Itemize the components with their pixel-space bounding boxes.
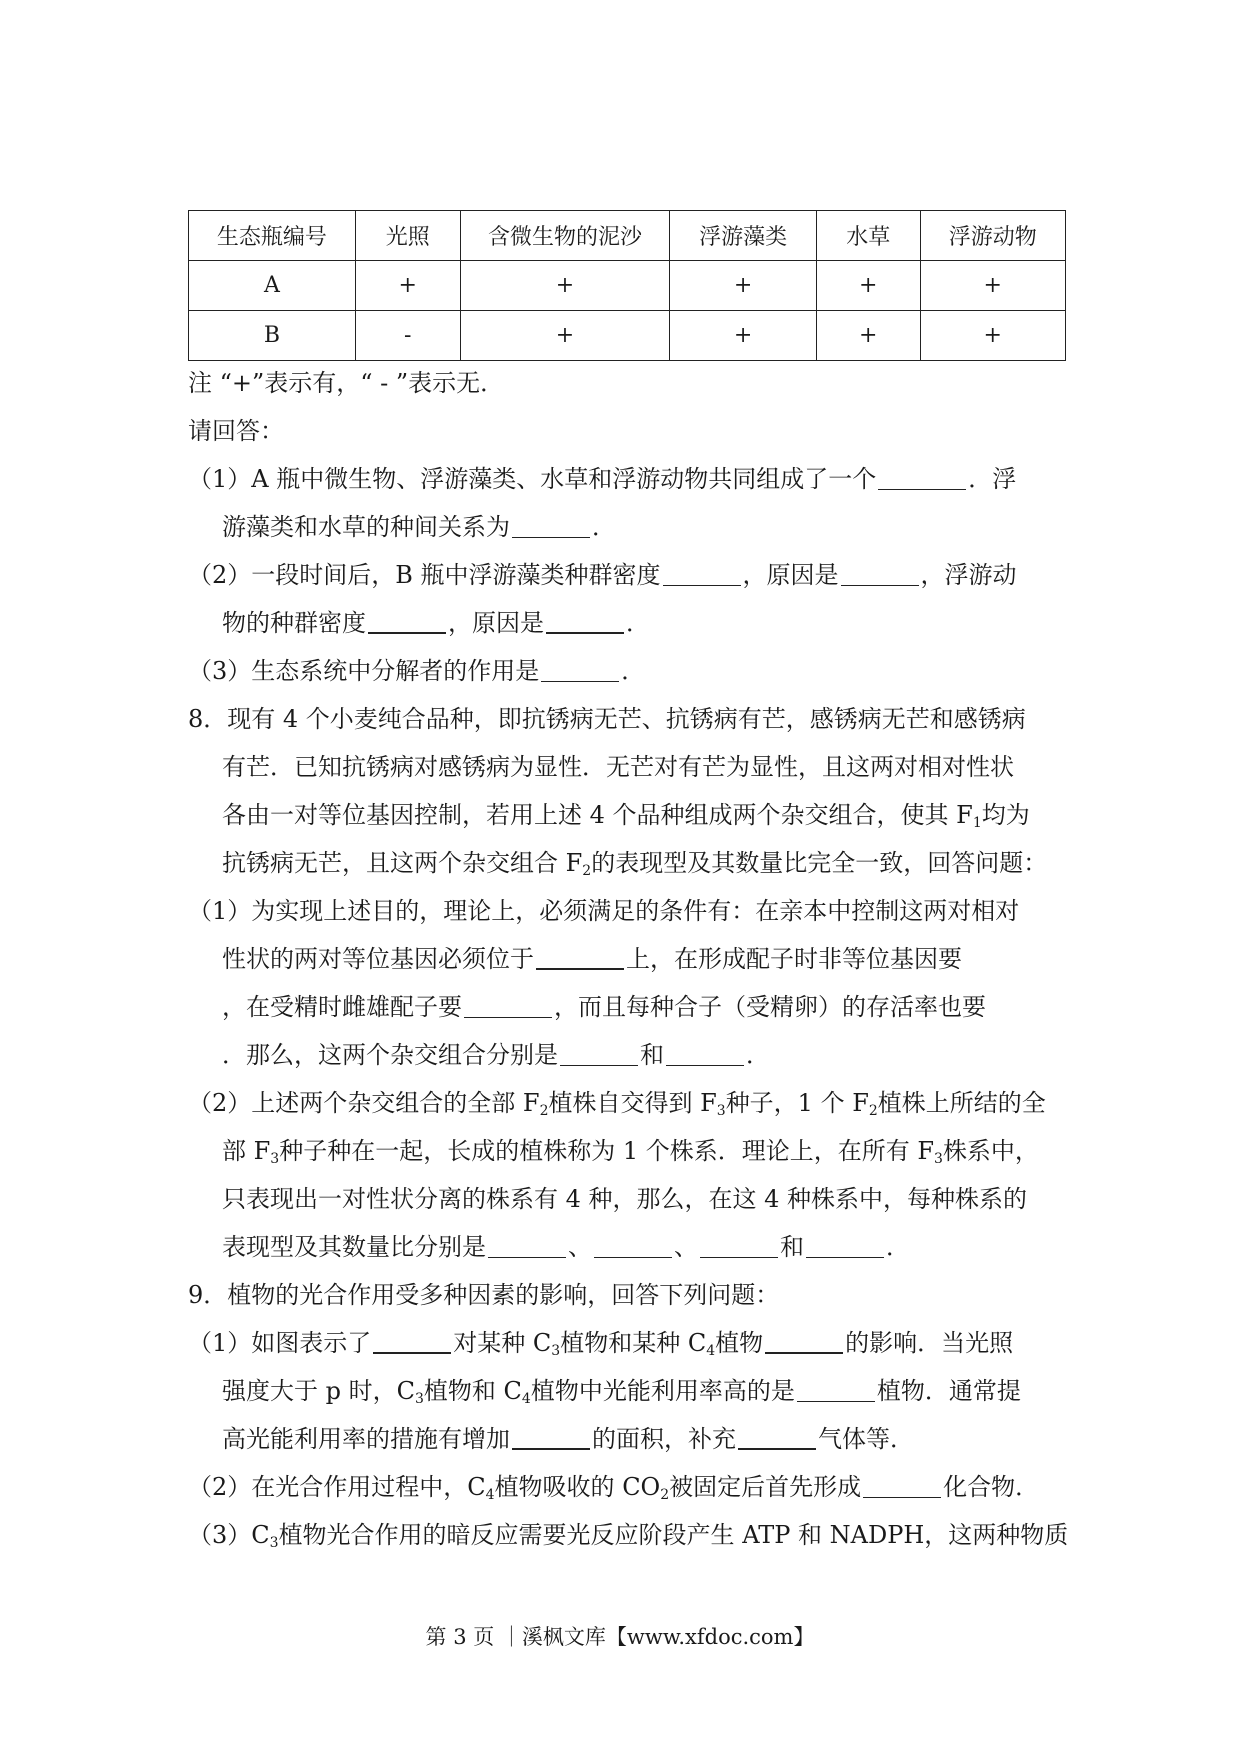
q7-part1-line2: 游藻类和水草的种间关系为 ． <box>222 513 616 541</box>
q7-part2-line2: 物的种群密度 ，原因是 ． <box>222 609 650 637</box>
q9-part3: $(3)C_3$植物光合作用的暗反应需要光反应阶段产生 ATP 和 NADPH，这两种物质 <box>188 1521 1069 1551</box>
table-cell: + <box>355 261 460 311</box>
answer-blank[interactable] <box>488 1233 566 1258</box>
table-cell: + <box>460 261 670 311</box>
q9-part1-line2: 强度大于 p 时，$C_3$植物和 $C_4$植物中光能利用率高的是 植物．通常提 <box>222 1377 1021 1407</box>
table-cell: B <box>189 311 356 361</box>
table-header-cell: 浮游动物 <box>920 211 1065 261</box>
answer-blank[interactable] <box>765 1328 843 1354</box>
table-cell: + <box>670 311 817 361</box>
q7-part2-line1: （2）一段时间后，B 瓶中浮游藻类种群密度 ，原因是 ，浮游动 <box>188 561 1017 589</box>
q8-stem-line1: 8．现有 4 个小麦纯合品种，即抗锈病无芒、抗锈病有芒，感锈病无芒和感锈病 <box>188 705 1026 733</box>
q8-part1-line2: 性状的两对等位基因必须位于 上，在形成配子时非等位基因要 <box>222 945 962 973</box>
q8-part1-line1: （1）为实现上述目的，理论上，必须满足的条件有：在亲本中控制这两对相对 <box>188 897 1020 925</box>
q8-part2-line4: 表现型及其数量比分别是 、 、 和 ． <box>222 1233 910 1261</box>
answer-blank[interactable] <box>512 513 590 538</box>
answer-blank[interactable] <box>541 657 619 682</box>
answer-blank[interactable] <box>546 608 624 634</box>
answer-blank[interactable] <box>878 465 966 490</box>
table-note: 注 “+”表示有，“ - ”表示无． <box>188 369 505 397</box>
answer-blank[interactable] <box>863 1473 941 1498</box>
answer-blank[interactable] <box>806 1233 884 1258</box>
q8-part2-line3: 只表现出一对性状分离的株系有 4 种，那么，在这 4 种株系中，每种株系的 <box>222 1185 1028 1213</box>
answer-blank[interactable] <box>738 1424 816 1450</box>
table-header-cell: 浮游藻类 <box>670 211 817 261</box>
answer-blank[interactable] <box>666 1041 744 1066</box>
table-cell: - <box>355 311 460 361</box>
table-row <box>189 311 1066 361</box>
table-header-cell: 光照 <box>355 211 460 261</box>
answer-blank[interactable] <box>594 1233 672 1258</box>
q7-part3: （3）生态系统中分解者的作用是 ． <box>188 657 646 685</box>
q9-stem: 9．植物的光合作用受多种因素的影响，回答下列问题： <box>188 1281 780 1309</box>
q8-part2-line2: 部 $F_3$种子种在一起，长成的植株称为 1 个株系．理论上，在所有 $F_3$株系中， <box>222 1137 1039 1167</box>
q8-stem-line3: 各由一对等位基因控制，若用上述 4 个品种组成两个杂交组合，使其 $F_1$均为 <box>222 801 1030 831</box>
q9-part1-line1: （1）如图表示了 对某种 $C_3$植物和某种 $C_4$植物 的影响．当光照 <box>188 1329 1014 1359</box>
q7-part1-line1: （1）A 瓶中微生物、浮游藻类、水草和浮游动物共同组成了一个 ．浮 <box>188 465 1017 493</box>
answer-blank[interactable] <box>536 944 624 970</box>
table-row <box>189 261 1066 311</box>
answer-blank[interactable] <box>797 1377 875 1402</box>
answer-blank[interactable] <box>464 993 552 1018</box>
q8-stem-line4: 抗锈病无芒，且这两个杂交组合 $F_2$的表现型及其数量比完全一致，回答问题： <box>222 849 1048 879</box>
answer-prompt: 请回答： <box>188 417 284 445</box>
q8-part2-line1: （2）上述两个杂交组合的全部 $F_2$植株自交得到 $F_3$种子，1 个 $F_2$植株上所结的全 <box>188 1089 1046 1119</box>
q9-part1-line3: 高光能利用率的措施有增加 的面积，补充 气体等． <box>222 1425 914 1453</box>
table-cell: + <box>920 261 1065 311</box>
ecosystem-bottle-table <box>188 210 1066 361</box>
table-header-cell: 生态瓶编号 <box>189 211 356 261</box>
table-header-cell: 水草 <box>816 211 920 261</box>
table-cell: + <box>816 261 920 311</box>
answer-blank[interactable] <box>560 1041 638 1066</box>
q8-part1-line3: ，在受精时雌雄配子要 ，而且每种合子（受精卵）的存活率也要 <box>222 993 986 1021</box>
answer-blank[interactable] <box>368 608 446 634</box>
answer-blank[interactable] <box>663 561 741 586</box>
table-header-row <box>189 211 1066 261</box>
table-cell: + <box>816 311 920 361</box>
q8-stem-line2: 有芒．已知抗锈病对感锈病为显性．无芒对有芒为显性，且这两对相对性状 <box>222 753 1014 781</box>
q8-part1-line4: ．那么，这两个杂交组合分别是 和 ． <box>222 1041 770 1069</box>
answer-blank[interactable] <box>512 1424 590 1450</box>
table-cell: + <box>460 311 670 361</box>
table-header-cell: 含微生物的泥沙 <box>460 211 670 261</box>
table-cell: A <box>189 261 356 311</box>
answer-blank[interactable] <box>700 1233 778 1258</box>
table-cell: + <box>670 261 817 311</box>
answer-blank[interactable] <box>373 1328 451 1354</box>
page-footer: 第 3 页 ｜溪枫文库【www.xfdoc.com】 <box>425 1625 815 1649</box>
q9-part2: （2）在光合作用过程中，$C_4$植物吸收的 $CO_2$被固定后首先形成 化合物． <box>188 1473 1040 1503</box>
answer-blank[interactable] <box>841 561 919 586</box>
table-cell: + <box>920 311 1065 361</box>
